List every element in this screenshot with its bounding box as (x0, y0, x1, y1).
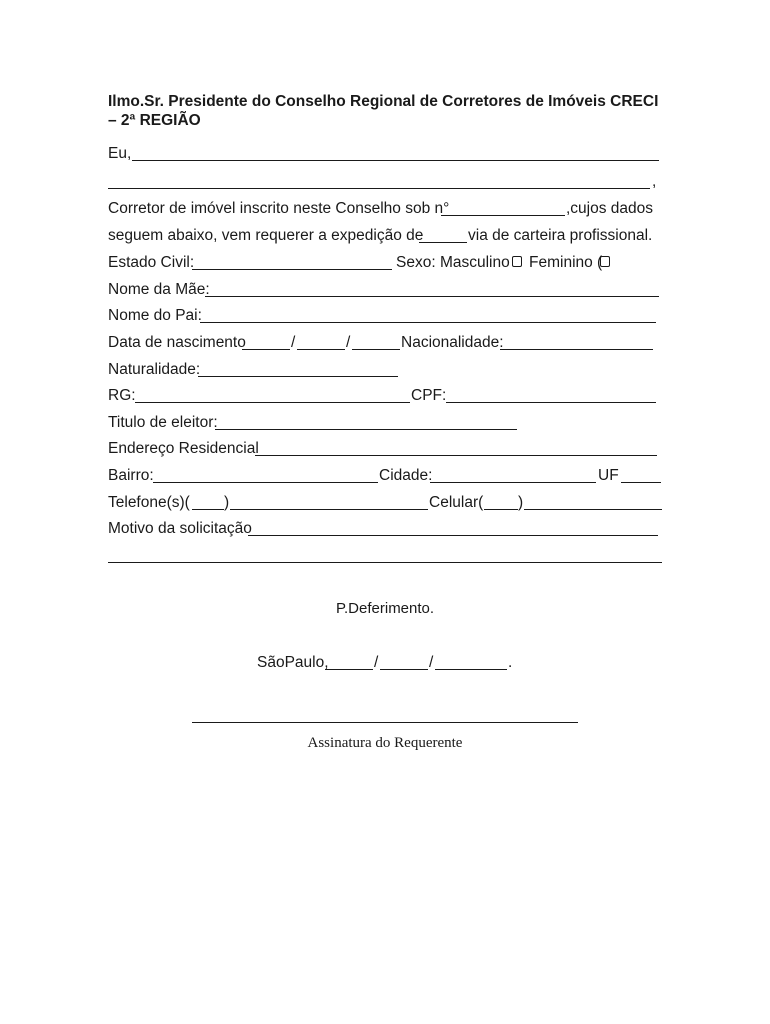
date-slash-2: / (429, 654, 434, 671)
cpf-label: CPF: (411, 387, 447, 404)
sao-paulo-label: SãoPaulo, (257, 654, 329, 671)
page-title: Ilmo.Sr. Presidente do Conselho Regional de Corretores de Imóveis CRECI – 2ª REGIÃO (108, 93, 659, 129)
rg-line[interactable] (135, 402, 410, 403)
telefone-line[interactable] (230, 509, 428, 510)
titulo-label: Titulo de eleitor: (108, 414, 218, 431)
estado-civil-label: Estado Civil: (108, 254, 195, 271)
bairro-line[interactable] (153, 482, 378, 483)
masculino-checkbox[interactable] (512, 256, 522, 267)
feminino-label: Feminino ( (529, 254, 603, 271)
naturalidade-line[interactable] (198, 376, 398, 377)
ddd-line[interactable] (192, 509, 224, 510)
corretor-prefix: Corretor de imóvel inscrito neste Conselho sob n° (108, 200, 450, 217)
nacionalidade-line[interactable] (500, 349, 653, 350)
nome-pai-label: Nome do Pai: (108, 307, 202, 324)
uf-label: UF (598, 467, 619, 484)
cidade-label: Cidade: (379, 467, 433, 484)
deferimento-text: P.Deferimento. (335, 600, 435, 617)
nome-pai-line[interactable] (200, 322, 656, 323)
titulo-line[interactable] (215, 429, 517, 430)
cidade-line[interactable] (430, 482, 596, 483)
ano-line[interactable] (352, 349, 400, 350)
nome-mae-line[interactable] (205, 296, 659, 297)
creci-number-line[interactable] (441, 215, 565, 216)
motivo-line[interactable] (248, 535, 658, 536)
cpf-line[interactable] (446, 402, 656, 403)
sexo-label: Sexo: Masculino (396, 254, 510, 271)
celular-label: Celular( (429, 494, 484, 511)
dia-line[interactable] (242, 349, 290, 350)
motivo-label: Motivo da solicitação (108, 520, 252, 537)
date-year-line[interactable] (435, 669, 507, 670)
mes-line[interactable] (297, 349, 345, 350)
naturalidade-label: Naturalidade: (108, 361, 201, 378)
seguem-prefix: seguem abaixo, vem requerer a expedição de (108, 227, 424, 244)
nome-mae-label: Nome da Mãe: (108, 281, 210, 298)
eu-label: Eu, (108, 145, 132, 162)
uf-line[interactable] (621, 482, 661, 483)
comma: , (652, 173, 657, 190)
estado-civil-line[interactable] (192, 269, 392, 270)
close-paren-1: ) (224, 494, 230, 511)
name-line[interactable] (132, 160, 659, 161)
motivo-line-2[interactable] (108, 562, 662, 563)
close-paren-2: ) (518, 494, 524, 511)
endereco-label: Endereço Residencial (108, 440, 259, 457)
endereco-line[interactable] (255, 455, 657, 456)
signature-label: Assinatura do Requerente (307, 735, 463, 751)
celular-line[interactable] (524, 509, 662, 510)
feminino-checkbox[interactable] (600, 256, 610, 267)
date-month-line[interactable] (380, 669, 428, 670)
bairro-label: Bairro: (108, 467, 154, 484)
slash-1: / (291, 334, 296, 351)
date-period: . (508, 654, 513, 671)
via-line[interactable] (419, 242, 467, 243)
data-nascimento-label: Data de nascimento (108, 334, 246, 351)
nacionalidade-label: Nacionalidade: (401, 334, 504, 351)
seguem-suffix: via de carteira profissional. (468, 227, 653, 244)
date-day-line[interactable] (325, 669, 373, 670)
celular-ddd-line[interactable] (484, 509, 518, 510)
name-line-2[interactable] (108, 188, 650, 189)
telefone-label: Telefone(s)( (108, 494, 190, 511)
signature-line[interactable] (192, 722, 578, 723)
date-slash-1: / (374, 654, 379, 671)
rg-label: RG: (108, 387, 136, 404)
corretor-suffix: ,cujos dados (566, 200, 654, 217)
slash-2: / (346, 334, 351, 351)
